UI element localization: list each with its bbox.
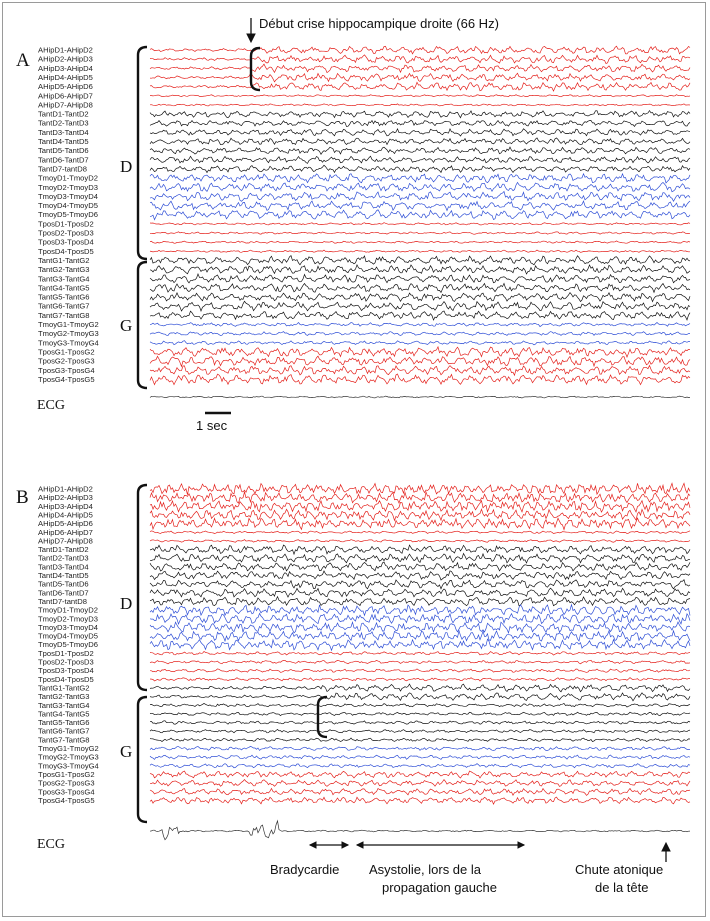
channel-label: TantD4-TantD5 [38, 571, 89, 580]
channel-label: TmoyD4-TmoyD5 [38, 201, 98, 211]
channel-label: AHipD6-AHipD7 [38, 91, 93, 101]
channel-label: TantD6-TantD7 [38, 155, 89, 165]
channel-label: AHipD3-AHipD4 [38, 501, 93, 511]
eeg-trace [150, 192, 690, 202]
channel-label: TantD2-TantD3 [38, 553, 89, 563]
channel-label: AHipD2-AHipD3 [38, 54, 93, 64]
eeg-trace [150, 165, 690, 172]
eeg-trace [150, 73, 690, 82]
channel-label: TposD4-TposD5 [38, 674, 94, 684]
channel-label: TantD1-TantD2 [38, 545, 89, 555]
channel-label: TposG1-TposG2 [38, 347, 95, 357]
eeg-trace [150, 111, 690, 118]
eeg-trace [150, 639, 690, 650]
eeg-trace [150, 669, 690, 673]
eeg-trace [150, 250, 690, 252]
panel-b-chute-annotation-line1: Chute atonique [575, 862, 664, 877]
eeg-trace [150, 182, 690, 191]
panel-b-letter: B [16, 487, 29, 508]
eeg-trace [150, 789, 690, 796]
panel-a-ecg-label: ECG [37, 398, 65, 413]
channel-label: AHipD7-AHipD8 [38, 536, 93, 546]
channel-label: TantD5-TantD6 [38, 146, 89, 156]
panel-a-braces [138, 47, 260, 388]
channel-label: TantD3-TantD4 [38, 127, 89, 137]
eeg-trace [150, 605, 690, 616]
panel-a-left-brace [138, 262, 147, 388]
channel-label: TposG2-TposG3 [38, 778, 95, 788]
channel-label: AHipD4-AHipD5 [38, 72, 93, 82]
eeg-trace [150, 256, 690, 265]
channel-label: TmoyD2-TmoyD3 [38, 614, 98, 624]
panel-a-traces [150, 46, 690, 398]
eeg-trace [150, 764, 690, 768]
eeg-trace [150, 545, 690, 554]
panel-b-right-brace [138, 485, 147, 690]
channel-label: TantG1-TantG2 [38, 683, 90, 693]
asystolie-arrowhead-left [357, 842, 363, 848]
channel-label: TmoyD4-TmoyD5 [38, 631, 98, 641]
eeg-trace [150, 323, 690, 327]
eeg-trace [150, 531, 690, 534]
eeg-trace [150, 301, 690, 311]
channel-label: TantG3-TantG4 [38, 700, 90, 710]
eeg-trace [150, 518, 690, 530]
channel-label: TantD7-tantD8 [38, 596, 87, 606]
channel-label: AHipD5-AHipD6 [38, 519, 93, 529]
channel-label: TantD7-tantD8 [38, 164, 87, 174]
panel-a-channel-labels [38, 46, 99, 384]
channel-label: TantD4-TantD5 [38, 137, 89, 146]
eeg-trace [150, 156, 690, 163]
channel-label: TmoyG2-TmoyG3 [38, 329, 99, 339]
eeg-trace [150, 374, 690, 385]
channel-label: TantG4-TantG5 [38, 709, 90, 719]
channel-label: AHipD4-AHipD5 [38, 510, 93, 520]
eeg-trace [150, 771, 690, 778]
panel-a-right-brace [138, 47, 147, 259]
panel-b-asystolie-annotation-line2: propagation gauche [382, 880, 497, 895]
asystolie-arrowhead-right [518, 842, 524, 848]
bradycardie-arrowhead-left [310, 842, 316, 848]
channel-label: TantG7-TantG8 [38, 735, 90, 745]
channel-label: TantG6-TantG7 [38, 301, 90, 311]
channel-label: TantG3-TantG4 [38, 274, 90, 284]
eeg-trace [150, 201, 690, 211]
eeg-trace [150, 631, 690, 641]
panel-a-left-group-label: G [120, 316, 133, 335]
channel-label: TmoyD2-TmoyD3 [38, 182, 98, 192]
eeg-trace [150, 797, 690, 804]
panel-b-ecg-label: ECG [37, 837, 65, 852]
eeg-trace [150, 554, 690, 563]
channel-label: AHipD1-AHipD2 [38, 45, 93, 55]
eeg-trace [150, 104, 690, 106]
channel-label: TantG7-TantG8 [38, 310, 90, 320]
panel-b-right-group-label: D [120, 594, 133, 613]
channel-label: AHipD2-AHipD3 [38, 493, 93, 503]
channel-label: TmoyD5-TmoyD6 [38, 210, 98, 220]
eeg-trace [150, 232, 690, 235]
panel-a-onset-arrowhead [247, 34, 255, 42]
channel-label: TmoyD5-TmoyD6 [38, 640, 98, 650]
panel-b-left-brace [138, 697, 147, 822]
channel-label: TantG1-TantG2 [38, 255, 90, 265]
panel-a-seizure-onset-annotation: Début crise hippocampique droite (66 Hz) [259, 16, 499, 31]
eeg-trace [150, 703, 690, 707]
annotation-marks [205, 18, 670, 862]
eeg-trace [150, 311, 690, 320]
panel-a-scale-label: 1 sec [196, 418, 228, 433]
channel-label: TposG4-TposG5 [38, 795, 95, 805]
channel-label: TposG3-TposG4 [38, 365, 95, 375]
channel-label: TantG5-TantG6 [38, 292, 90, 302]
channel-label: TposD3-TposD4 [38, 666, 94, 676]
ecg-trace [150, 396, 690, 398]
channel-label: AHipD6-AHipD7 [38, 527, 93, 537]
channel-label: TantD1-TantD2 [38, 109, 89, 119]
eeg-trace [150, 738, 690, 742]
channel-label: TantD2-TantD3 [38, 118, 89, 128]
channel-label: TposG4-TposG5 [38, 374, 95, 384]
channel-label: TantG4-TantG5 [38, 283, 90, 293]
eeg-trace [150, 356, 690, 366]
channel-label: TantG5-TantG6 [38, 718, 90, 728]
channel-label: TantD6-TantD7 [38, 588, 89, 598]
eeg-trace [150, 341, 690, 345]
eeg-trace [150, 147, 690, 154]
eeg-trace [150, 721, 690, 725]
eeg-trace [150, 210, 690, 220]
panel-b-braces [138, 485, 327, 822]
eeg-trace [150, 660, 690, 664]
eeg-trace [150, 283, 690, 292]
channel-label: TmoyG1-TmoyG2 [38, 744, 99, 753]
channel-label: TposD2-TposD3 [38, 657, 94, 667]
channel-label: TantD5-TantD6 [38, 579, 89, 589]
eeg-trace [150, 174, 690, 183]
panel-b-bradycardie-annotation: Bradycardie [270, 862, 340, 877]
eeg-trace [150, 223, 690, 225]
channel-label: TmoyG1-TmoyG2 [38, 320, 99, 329]
channel-label: TposD3-TposD4 [38, 237, 94, 247]
eeg-trace [150, 780, 690, 787]
eeg-trace [150, 540, 690, 543]
channel-label: TposD1-TposD2 [38, 648, 94, 658]
channel-label: TmoyG3-TmoyG4 [38, 338, 99, 348]
eeg-trace [150, 492, 690, 503]
eeg-trace [150, 347, 690, 357]
panel-b-left-group-label: G [120, 742, 133, 761]
eeg-trace [150, 755, 690, 759]
chute-arrowhead [662, 843, 670, 851]
eeg-trace [150, 712, 690, 716]
eeg-trace [150, 693, 690, 701]
channel-label: TposG1-TposG2 [38, 769, 95, 779]
channel-label: AHipD7-AHipD8 [38, 100, 93, 110]
channel-label: AHipD1-AHipD2 [38, 484, 93, 494]
channel-label: TmoyG2-TmoyG3 [38, 752, 99, 762]
eeg-trace [150, 678, 690, 681]
channel-label: TposD1-TposD2 [38, 219, 94, 229]
channel-label: TmoyD3-TmoyD4 [38, 622, 98, 632]
eeg-trace [150, 46, 690, 54]
channel-label: TmoyD1-TmoyD2 [38, 605, 98, 615]
channel-label: TmoyD3-TmoyD4 [38, 191, 98, 201]
panel-a-letter: A [16, 50, 30, 71]
eeg-trace [150, 55, 690, 64]
eeg-trace [150, 562, 690, 571]
eeg-trace [150, 366, 690, 376]
eeg-trace [150, 138, 690, 145]
panel-b-traces [150, 483, 690, 839]
eeg-trace [150, 746, 690, 750]
eeg-trace [150, 730, 690, 733]
eeg-trace [150, 129, 690, 136]
channel-label: TantG2-TantG3 [38, 265, 90, 275]
eeg-trace [150, 293, 690, 302]
eeg-trace [150, 588, 690, 597]
eeg-trace [150, 332, 690, 336]
eeg-trace [150, 614, 690, 625]
bradycardie-arrowhead-right [342, 842, 348, 848]
eeg-trace [150, 265, 690, 274]
channel-label: AHipD5-AHipD6 [38, 82, 93, 92]
channel-label: TantD3-TantD4 [38, 562, 89, 572]
eeg-trace [150, 684, 690, 692]
channel-label: TmoyG3-TmoyG4 [38, 761, 99, 771]
eeg-trace [150, 597, 690, 606]
eeg-trace [150, 64, 690, 73]
channel-label: TposG3-TposG4 [38, 787, 95, 797]
eeg-trace [150, 580, 690, 589]
panel-b-propagation-bracket [318, 697, 327, 737]
channel-label: TmoyD1-TmoyD2 [38, 173, 98, 183]
panel-b-channel-labels [38, 485, 99, 805]
panel-a-right-group-label: D [120, 157, 133, 176]
eeg-trace [150, 274, 690, 283]
eeg-trace [150, 120, 690, 126]
channel-label: TantG2-TantG3 [38, 692, 90, 702]
channel-label: TposD2-TposD3 [38, 228, 94, 238]
channel-label: TantG6-TantG7 [38, 726, 90, 736]
channel-label: TposG2-TposG3 [38, 356, 95, 366]
eeg-trace [150, 241, 690, 243]
eeg-trace [150, 652, 690, 656]
panel-b-chute-annotation-line2: de la tête [595, 880, 649, 895]
ecg-trace [150, 821, 690, 840]
eeg-trace [150, 82, 690, 91]
channel-label: AHipD3-AHipD4 [38, 63, 93, 73]
panel-b-asystolie-annotation-line1: Asystolie, lors de la [369, 862, 481, 877]
eeg-trace [150, 95, 690, 97]
eeg-trace [150, 571, 690, 580]
channel-label: TposD4-TposD5 [38, 246, 94, 256]
eeg-trace [150, 509, 690, 520]
